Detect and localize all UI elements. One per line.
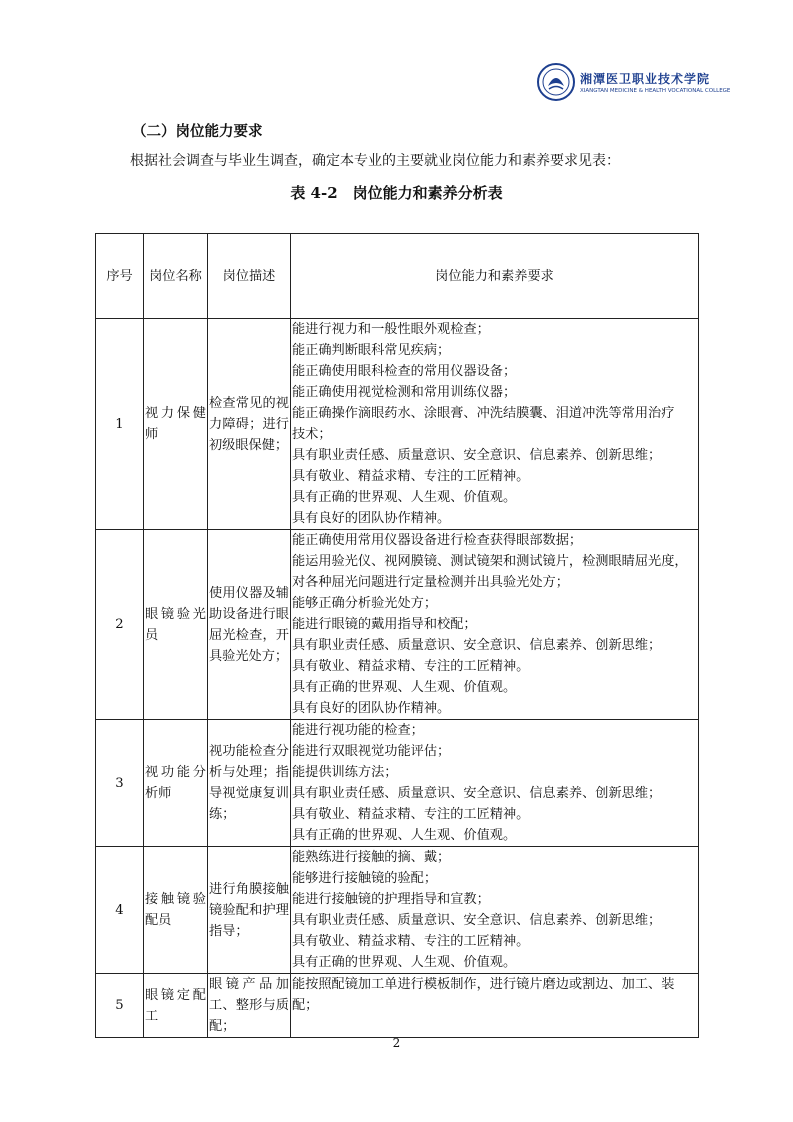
requirement-line: 能正确使用常用仪器设备进行检查获得眼部数据；: [292, 533, 583, 548]
table-header-row: [96, 234, 699, 319]
requirement-line: 具有正确的世界观、人生观、价值观。: [292, 828, 517, 843]
requirement-line: 能正确使用视觉检测和常用训练仪器；: [292, 385, 517, 400]
requirement-line: 能进行双眼视觉功能评估；: [292, 744, 451, 759]
college-logo: [536, 62, 731, 108]
row-job-name: 接触镜验配员: [144, 847, 208, 974]
row-job-description: 使用仪器及辅助设备进行眼屈光检查，开具验光处方；: [208, 530, 291, 720]
requirement-line: 能够正确分析验光处方；: [292, 596, 438, 611]
section-title: （二）岗位能力要求: [132, 123, 263, 140]
requirement-line: 能够进行接触镜的验配；: [292, 871, 438, 886]
requirement-line: 能进行视功能的检查；: [292, 723, 424, 738]
requirement-line: 对各种屈光问题进行定量检测并出具验光处方；: [292, 575, 569, 590]
requirement-line: 具有敬业、精益求精、专注的工匠精神。: [292, 934, 530, 949]
requirement-line: 具有职业责任感、质量意识、安全意识、信息素养、创新思维；: [292, 786, 662, 801]
requirement-line: 具有正确的世界观、人生观、价值观。: [292, 680, 517, 695]
table-row: [96, 319, 699, 530]
requirement-line: 具有职业责任感、质量意识、安全意识、信息素养、创新思维；: [292, 448, 662, 463]
table-caption: 表 4-2 岗位能力和素养分析表: [290, 184, 503, 202]
row-job-description: 检查常见的视力障碍；进行初级眼保健；: [208, 319, 291, 530]
row-job-name: 眼镜验光员: [144, 530, 208, 720]
logo-subtext: XIANGTAN MEDICINE & HEALTH VOCATIONAL COLLEGE: [580, 88, 731, 94]
requirement-line: 能正确判断眼科常见疾病；: [292, 343, 451, 358]
row-job-description: 眼镜产品加工、整形与质配；: [208, 974, 291, 1038]
requirement-line: 能按照配镜加工单进行模板制作，进行镜片磨边或割边、加工、装: [292, 977, 675, 992]
job-ability-table: [95, 233, 699, 1038]
row-requirements: [291, 720, 699, 847]
row-job-name: 视功能分析师: [144, 720, 208, 847]
table-row: [96, 720, 699, 847]
requirement-line: 具有良好的团队协作精神。: [292, 701, 451, 716]
requirement-line: 具有敬业、精益求精、专注的工匠精神。: [292, 807, 530, 822]
header-job-name: 岗位名称: [144, 234, 208, 319]
requirement-line: 能进行眼镜的戴用指导和校配；: [292, 617, 477, 632]
row-requirements: [291, 974, 699, 1038]
requirement-line: 技术；: [292, 427, 332, 442]
requirement-line: 具有正确的世界观、人生观、价值观。: [292, 490, 517, 505]
intro-paragraph: 根据社会调查与毕业生调查，确定本专业的主要就业岗位能力和素养要求见表：: [130, 153, 620, 169]
requirement-line: 具有职业责任感、质量意识、安全意识、信息素养、创新思维；: [292, 638, 662, 653]
requirement-line: 配；: [292, 998, 319, 1013]
row-job-name: 视力保健师: [144, 319, 208, 530]
requirement-line: 能正确操作滴眼药水、涂眼膏、冲洗结膜囊、泪道冲洗等常用治疗: [292, 406, 675, 421]
row-job-description: 进行角膜接触镜验配和护理指导；: [208, 847, 291, 974]
header-requirements: 岗位能力和素养要求: [291, 234, 699, 319]
requirement-line: 能熟练进行接触的摘、戴；: [292, 850, 451, 865]
requirement-line: 具有敬业、精益求精、专注的工匠精神。: [292, 659, 530, 674]
row-job-name: 眼镜定配工: [144, 974, 208, 1038]
row-requirements: [291, 319, 699, 530]
table-row: [96, 847, 699, 974]
requirement-line: 具有敬业、精益求精、专注的工匠精神。: [292, 469, 530, 484]
row-index: 3: [96, 720, 144, 847]
page-number: 2: [392, 1036, 401, 1050]
requirement-line: 具有正确的世界观、人生观、价值观。: [292, 955, 517, 970]
requirement-line: 具有职业责任感、质量意识、安全意识、信息素养、创新思维；: [292, 913, 662, 928]
requirement-line: 具有良好的团队协作精神。: [292, 511, 451, 526]
header-index: 序号: [96, 234, 144, 319]
requirement-line: 能进行视力和一般性眼外观检查；: [292, 322, 490, 337]
row-requirements: [291, 847, 699, 974]
row-job-description: 视功能检查分析与处理；指导视觉康复训练；: [208, 720, 291, 847]
table-body: [96, 319, 699, 1038]
college-emblem-icon: [536, 62, 576, 102]
logo-text: 湘潭医卫职业技术学院: [580, 72, 711, 86]
header-job-description: 岗位描述: [208, 234, 291, 319]
requirement-line: 能运用验光仪、视网膜镜、测试镜架和测试镜片，检测眼睛屈光度，: [292, 554, 688, 569]
row-index: 2: [96, 530, 144, 720]
row-index: 1: [96, 319, 144, 530]
table-row: [96, 974, 699, 1038]
row-index: 5: [96, 974, 144, 1038]
requirement-line: 能提供训练方法；: [292, 765, 398, 780]
table-row: [96, 530, 699, 720]
requirement-line: 能正确使用眼科检查的常用仪器设备；: [292, 364, 517, 379]
requirement-line: 能进行接触镜的护理指导和宣教；: [292, 892, 490, 907]
row-index: 4: [96, 847, 144, 974]
row-requirements: [291, 530, 699, 720]
